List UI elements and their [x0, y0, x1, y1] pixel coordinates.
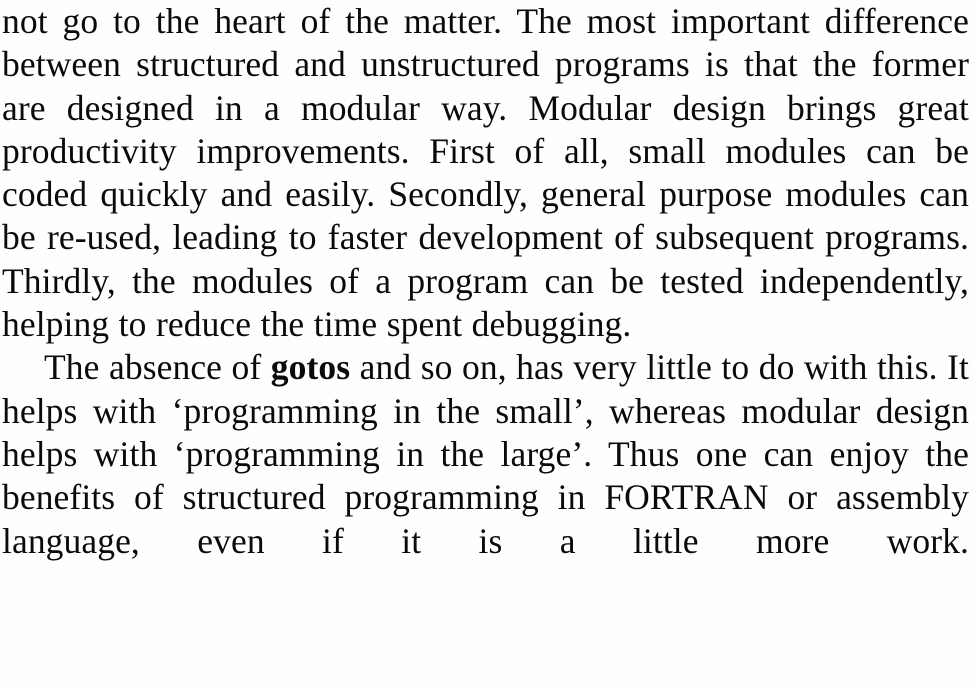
- emphasis-term: gotos: [270, 347, 351, 388]
- text-run: The absence of: [44, 347, 271, 388]
- page-body: [2, 0, 969, 606]
- text-run: and so on, has very little to do with this. It helps with ‘programming in the small’, whereas modular design helps with ‘programming in the large’. Thus one can enjoy the benefits of structured programming in FORTRAN or assembly language, even if it is a little more work.: [2, 347, 969, 561]
- paragraph-2: [2, 346, 969, 606]
- text-run: not go to the heart of the matter. The most important difference between structured and unstructured programs is that the former are designed in a modular way. Modular design brings great productivity improvements. First of all, small modules can be coded quickly and easily. Secondly, general purpose modules can be re-used, leading to faster development of subsequent programs. Thirdly, the modules of a program can be tested independently, helping to reduce the time spent debugging.: [2, 1, 969, 345]
- paragraph-1: [2, 0, 969, 346]
